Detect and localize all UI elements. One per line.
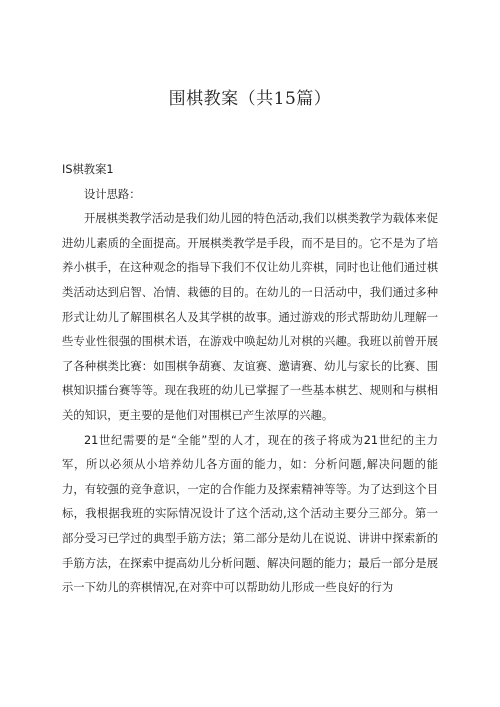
document-title: 围棋教案（共15篇）: [168, 89, 332, 109]
paragraph-1: 开展棋类教学活动是我们幼儿园的特色活动,我们以棋类教学为载体来促进幼儿素质的全面提高。开展棋类教学是手段，而不是目的。它不是为了培养小棋手，在这种观念的指导下我们不仅让幼儿弈棋，同时也让他们通过棋类活动达到启智、冶情、栽德的目的。在幼儿的一日活动中，我们通过多种形式让幼儿了解围棋名人及其学棋的故事。通过游戏的形式帮助幼儿理解一些专业性很强的围棋术语，在游戏中唤起幼儿对棋的兴趣。我班以前曾开展了各种棋类比赛：如围棋争葫赛、友谊赛、邀请赛、幼儿与家长的比赛、围棋知识擂台赛等等。现在我班的幼儿已掌握了一些基本棋艺、规则和与棋相关的知识，更主要的是他们对围棋已产生浓厚的兴趣。: [62, 212, 438, 422]
paragraph-2: 21世纪需要的是“全能”型的人才，现在的孩子将成为21世纪的主力军，所以必须从小培养幼儿各方面的能力，如：分析问题,解决问题的能力，有较强的竞争意识，一定的合作能力及探索精神等等。为了达到这个目标，我根据我班的实际情况设计了这个活动,这个活动主要分三部分。第一部分受习已学过的典型手筋方法；第二部分是幼儿在说说、讲讲中探索新的手筋方法，在探索中提高幼儿分析问题、解决问题的能力；最后一部分是展示一下幼儿的弈棋情况,在对弈中可以帮助幼儿形成一些良好的行为: [62, 433, 438, 595]
section-heading: IS棋教案1: [62, 163, 114, 176]
document-body: [62, 158, 438, 601]
subheading: 设计思路：: [84, 187, 141, 201]
